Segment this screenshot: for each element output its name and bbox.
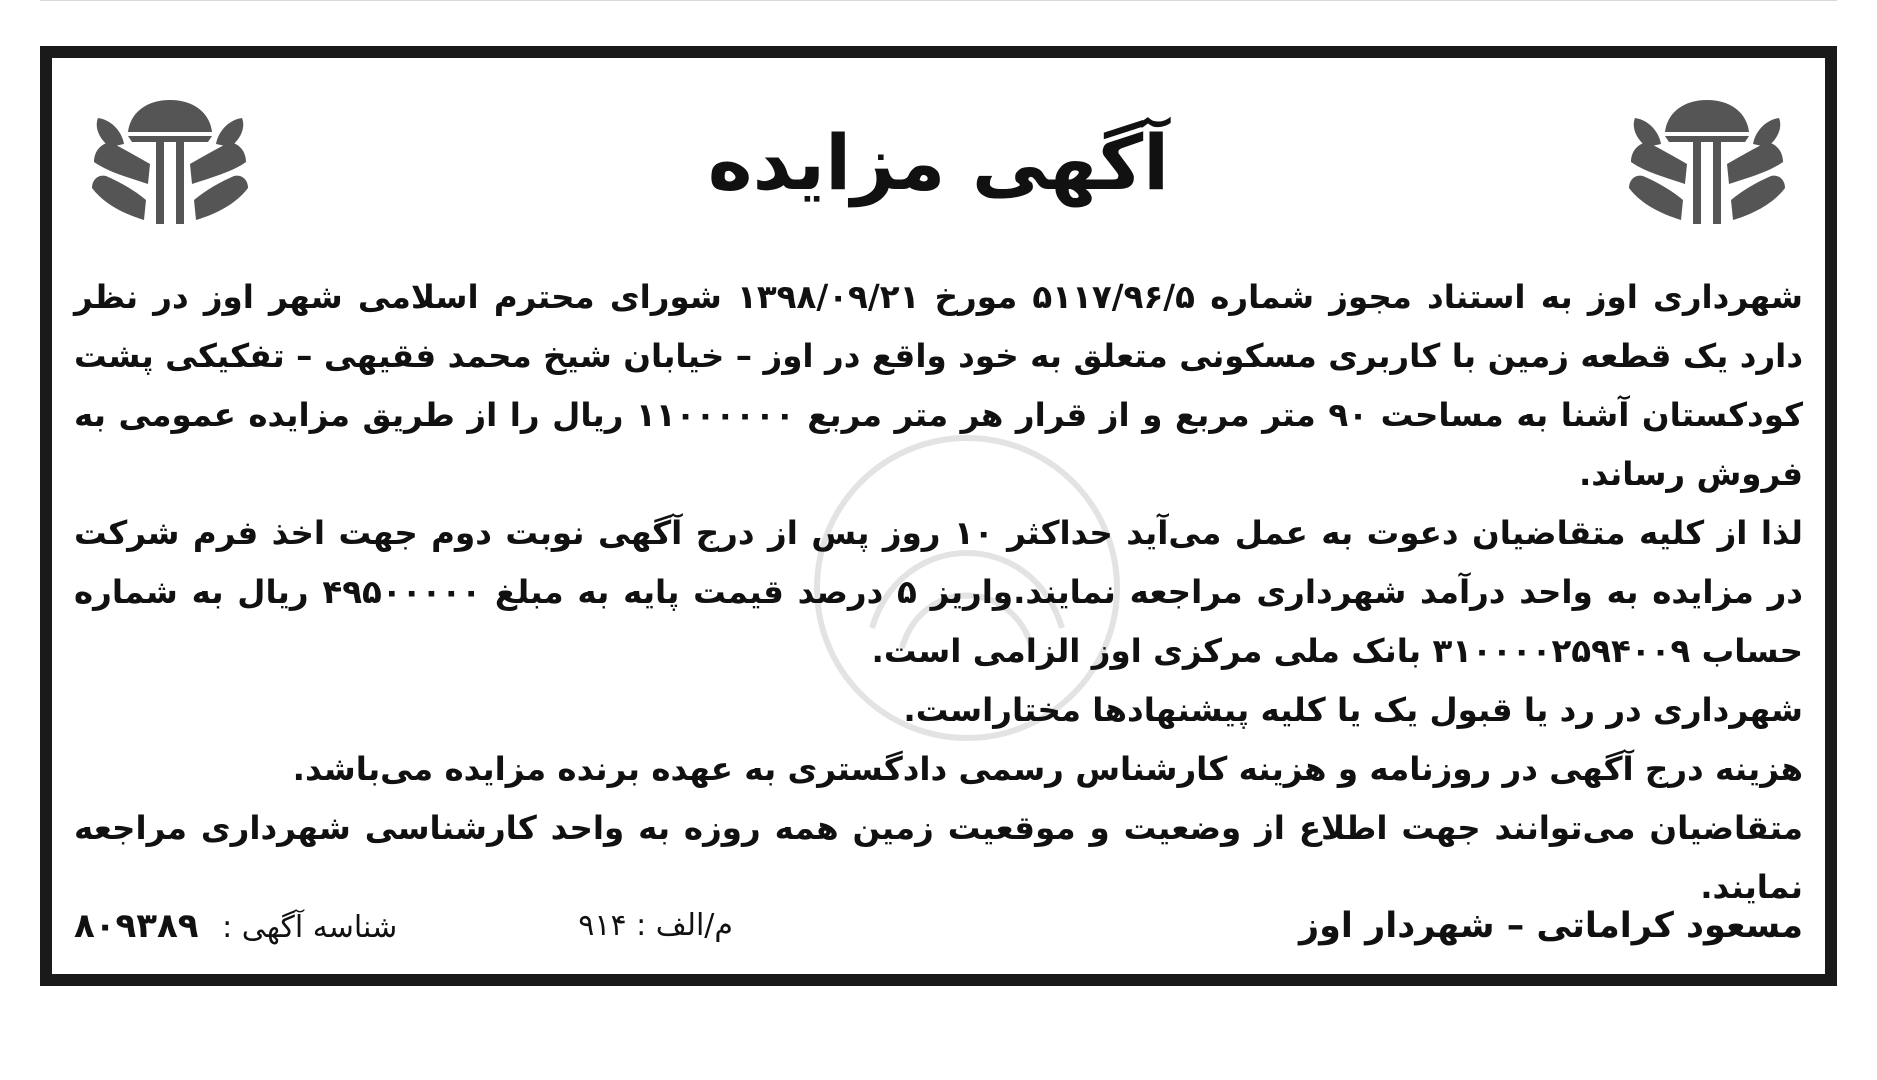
notice-paragraph-rights: شهرداری در رد یا قبول یک یا کلیه پیشنهادها مختاراست. xyxy=(903,691,1803,729)
notice-paragraph-auction-details: شهرداری اوز به استناد مجوز شماره ۵۱۱۷/۹۶/۵ مورخ ۱۳۹۸/۰۹/۲۱ شورای محترم اسلامی شهر اوز در نظر دارد یک قطعه زمین با کاربری مسکونی متعلق به خود واقع در اوز – خیابان شیخ محمد فقیهی – تفکیکی پشت کودکستان آشنا به مساحت ۹۰ متر مربع و از قرار هر متر مربع ۱۱۰۰۰۰۰۰ ریال را از طریق مزایده عمومی به فروش رساند. xyxy=(74,278,1804,493)
notice-body xyxy=(74,268,1803,917)
top-divider xyxy=(40,0,1837,1)
ad-identifier-label: شناسه آگهی : xyxy=(222,910,398,945)
notice-title: آگهی مزایده xyxy=(707,118,1170,207)
notice-footer xyxy=(74,896,1803,956)
reference-code: م/الف : ۹۱۴ xyxy=(578,908,733,943)
notice-content xyxy=(52,58,1825,974)
ad-identifier-value: ۸۰۹۳۸۹ xyxy=(74,906,199,946)
notice-frame xyxy=(40,46,1837,986)
notice-paragraph-costs: هزینه درج آگهی در روزنامه و هزینه کارشناس رسمی دادگستری به عهده برنده مزایده می‌باشد. xyxy=(292,750,1803,788)
notice-paragraph-participation: لذا از کلیه متقاضیان دعوت به عمل می‌آید حداکثر ۱۰ روز پس از درج آگهی نوبت دوم جهت اخذ فرم شرکت در مزایده به واحد درآمد شهرداری مراجعه نمایند.واریز ۵ درصد قیمت پایه به مبلغ ۴۹۵۰۰۰۰۰ ریال به شماره حساب ۳۱۰۰۰۰۲۵۹۴۰۰۹ بانک ملی مرکزی اوز الزامی است. xyxy=(74,514,1803,670)
ad-identifier xyxy=(74,896,397,958)
signature: مسعود کراماتی – شهردار اوز xyxy=(1299,906,1803,946)
notice-paragraph-inquiry: متقاضیان می‌توانند جهت اطلاع از وضعیت و موقعیت زمین همه روزه به واحد کارشناسی شهرداری مراجعه نمایند. xyxy=(74,809,1803,906)
